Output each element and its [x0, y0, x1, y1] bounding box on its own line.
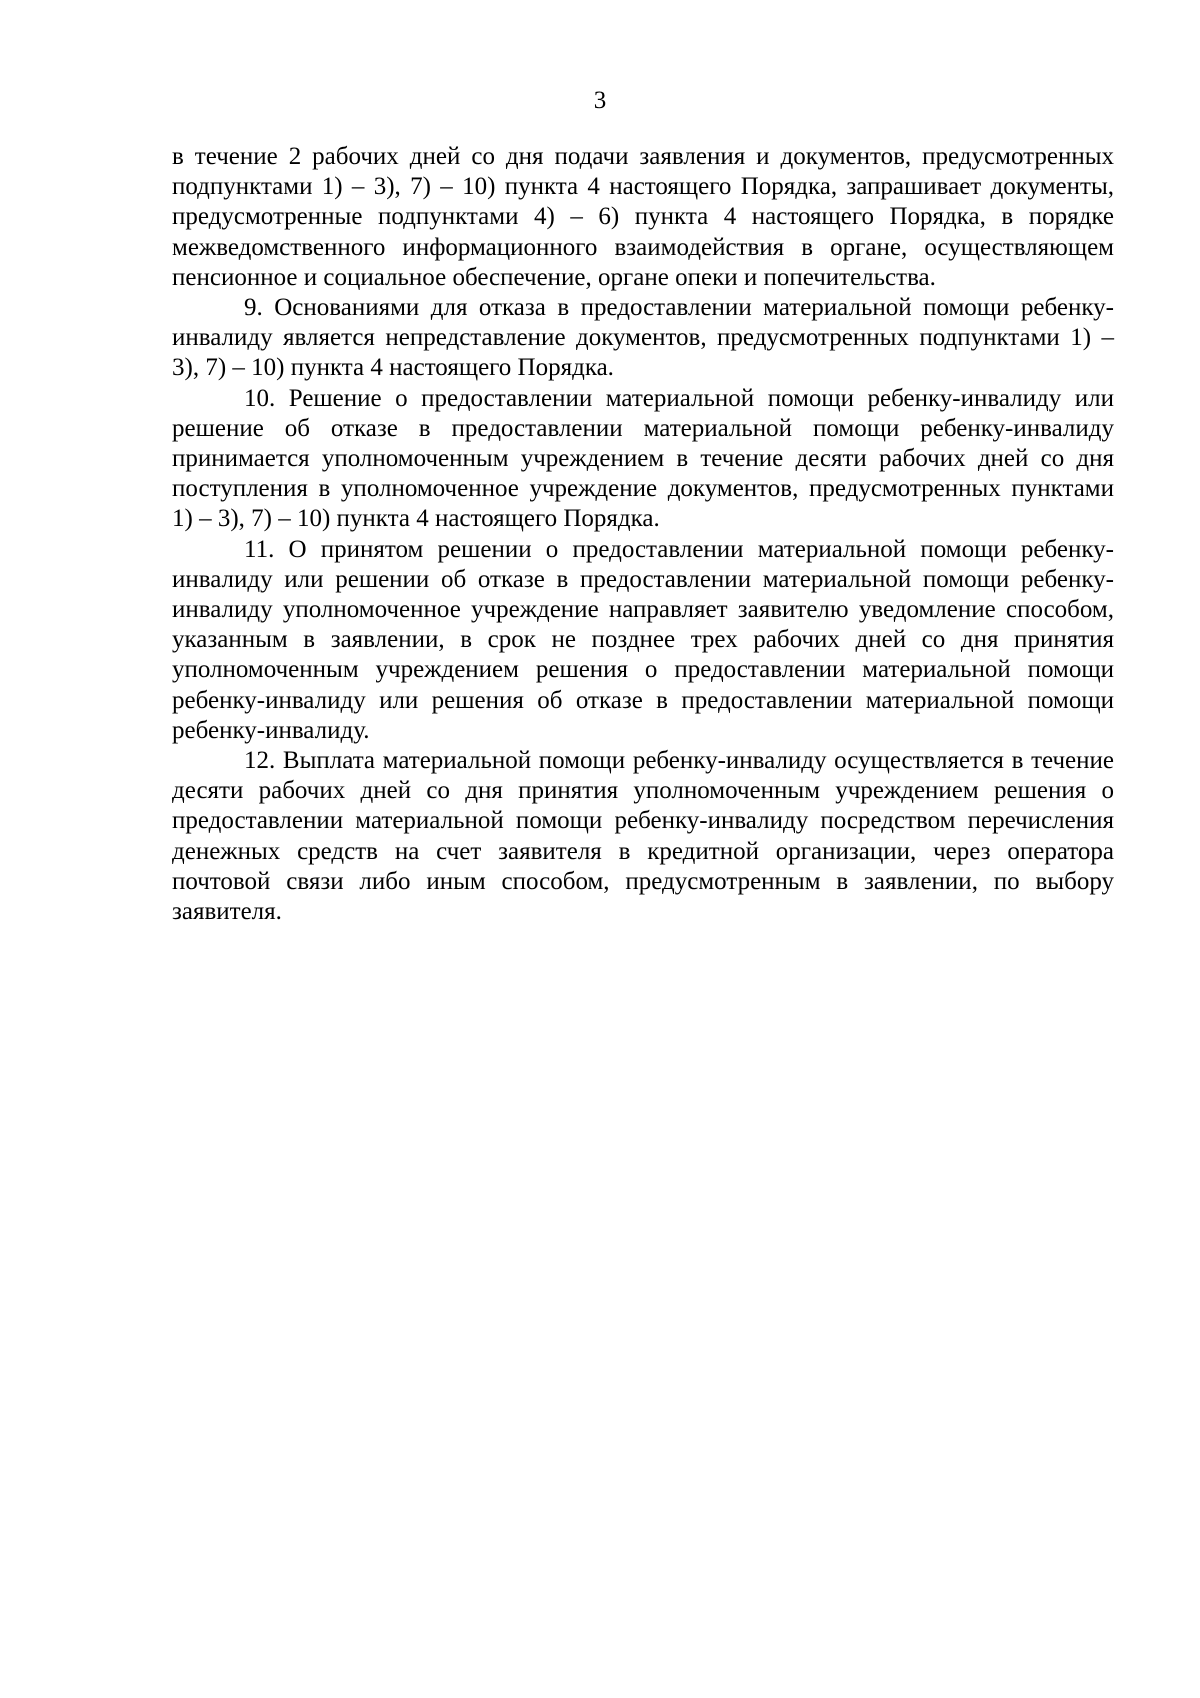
document-body [172, 142, 1114, 927]
paragraph-item-9: 9. Основаниями для отказа в предоставлении материальной помощи ребенку-инвалиду является непредставление документов, предусмотренных подпунктами 1) – 3), 7) – 10) пункта 4 настоящего Порядка. [172, 294, 1114, 382]
page-number: 3 [593, 87, 607, 114]
paragraph-item-11: 11. О принятом решении о предоставлении материальной помощи ребенку-инвалиду или решении об отказе в предоставлении материальной помощи ребенку-инвалиду уполномоченное учреждение направляет заявителю уведомление способом, указанным в заявлении, в срок не позднее трех рабочих дней со дня принятия уполномоченным учреждением решения о предоставлении материальной помощи ребенку-инвалиду или решения об отказе в предоставлении материальной помощи ребенку-инвалиду. [172, 535, 1114, 744]
paragraph-item-12: 12. Выплата материальной помощи ребенку-инвалиду осуществляется в течение десяти рабочих дней со дня принятия уполномоченным учреждением решения о предоставлении материальной помощи ребенку-инвалиду посредством перечисления денежных средств на счет заявителя в кредитной организации, через оператора почтовой связи либо иным способом, предусмотренным в заявлении, по выбору заявителя. [172, 747, 1114, 926]
paragraph-continuation: в течение 2 рабочих дней со дня подачи заявления и документов, предусмотренных подпунктами 1) – 3), 7) – 10) пункта 4 настоящего Порядка, запрашивает документы, предусмотренные подпунктами 4) – 6) пункта 4 настоящего Порядка, в порядке межведомственного информационного взаимодействия в органе, осуществляющем пенсионное и социальное обеспечение, органе опеки и попечительства. [172, 143, 1114, 291]
paragraph-item-10: 10. Решение о предоставлении материальной помощи ребенку-инвалиду или решение об отказе в предоставлении материальной помощи ребенку-инвалиду принимается уполномоченным учреждением в течение десяти рабочих дней со дня поступления в уполномоченное учреждение документов, предусмотренных пунктами 1) – 3), 7) – 10) пункта 4 настоящего Порядка. [172, 384, 1114, 533]
